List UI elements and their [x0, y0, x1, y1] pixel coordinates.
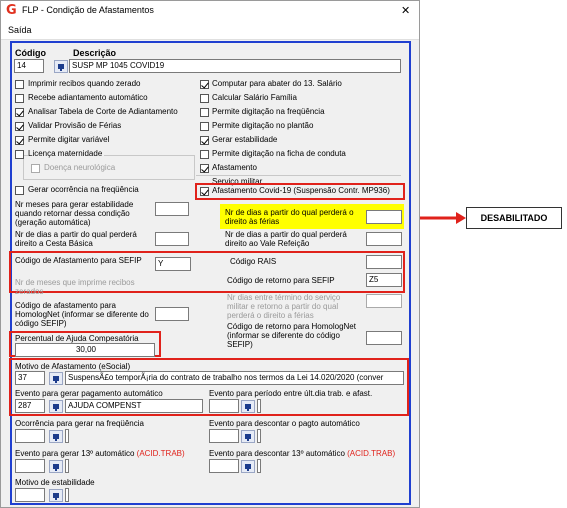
ajuda-label: Percentual de Ajuda Compesatória [15, 334, 139, 343]
evento-13-label [15, 449, 185, 458]
homolognet-input[interactable] [155, 307, 189, 321]
recebe-adiantamento-label: Recebe adiantamento automático [28, 93, 148, 102]
ferias-input[interactable] [366, 210, 402, 224]
menu-item-saida[interactable]: Saída [8, 25, 32, 35]
permite-variavel-label: Permite digitar variável [28, 135, 110, 144]
computar-13-label: Computar para abater do 13. Salário [212, 79, 342, 88]
digitacao-plantao-label: Permite digitação no plantão [212, 121, 314, 130]
covid-checkbox[interactable] [200, 187, 209, 196]
evento-descontar-text [257, 429, 261, 443]
licenca-label: Licença maternidade [28, 149, 103, 158]
gerar-ocorrencia-checkbox[interactable] [15, 186, 24, 195]
evento-13-search-icon[interactable] [49, 460, 63, 473]
motivo-text: SuspensÃ£o temporÃ¡ria do contrato de trabalho nos termos da Lei 14.020/2020 (conver [65, 371, 404, 385]
licenca-checkbox[interactable] [15, 150, 24, 159]
descricao-input[interactable]: SUSP MP 1045 COVID19 [69, 59, 401, 73]
evento-pagamento-text: AJUDA COMPENST [65, 399, 203, 413]
motivo-estab-search-icon[interactable] [49, 489, 63, 502]
permite-variavel-checkbox[interactable] [15, 136, 24, 145]
ocorrencia-text [65, 429, 69, 443]
analisar-tabela-checkbox[interactable] [15, 108, 24, 117]
evento-pagamento-code[interactable]: 287 [15, 399, 45, 413]
evento-13-code[interactable] [15, 459, 45, 473]
evento-periodo-text [257, 399, 261, 413]
computar-13-checkbox[interactable] [200, 80, 209, 89]
evento-pagamento-label: Evento para gerar pagamento automático [15, 389, 163, 398]
servico-militar-label: Serviço militar [212, 177, 263, 186]
evento-descontar-code[interactable] [209, 429, 239, 443]
codigo-label: Código [15, 48, 46, 58]
imprimir-recibos-label: Imprimir recibos quando zerado [28, 79, 141, 88]
evento-descontar-search-icon[interactable] [241, 430, 255, 443]
ficha-conduta-checkbox[interactable] [200, 150, 209, 159]
evento-desc-13-search-icon[interactable] [241, 460, 255, 473]
vale-refeicao-label: Nr de dias a partir do qual perderá direito ao Vale Refeição [225, 230, 347, 248]
covid-label: Afastamento Covid-19 (Suspensão Contr. MP936) [212, 186, 390, 195]
evento-desc-13-code[interactable] [209, 459, 239, 473]
evento-desc-13-tag: (ACID.TRAB) [347, 449, 396, 458]
dias-termino-input [366, 294, 402, 308]
window-title: FLP - Condição de Afastamentos [22, 5, 154, 15]
doenca-checkbox [31, 164, 40, 173]
homolognet-label: Código de afastamento para HomologNet (informar se diferente do código SEFIP) [15, 301, 149, 328]
salario-familia-checkbox[interactable] [200, 94, 209, 103]
evento-13-text: Evento para gerar 13º automático [15, 449, 135, 458]
digitacao-frequencia-checkbox[interactable] [200, 108, 209, 117]
afastamento-label: Afastamento [212, 163, 257, 172]
descricao-search-icon[interactable] [54, 60, 68, 73]
evento-13-tag: (ACID.TRAB) [136, 449, 185, 458]
sefip-input[interactable]: Y [155, 257, 191, 271]
imprimir-recibos-checkbox[interactable] [15, 80, 24, 89]
codigo-input[interactable]: 14 [14, 59, 44, 73]
estabilidade-label: Nr meses para gerar estabilidade quando retornar dessa condição (geração automática) [15, 200, 134, 227]
motivo-estab-text [65, 488, 69, 502]
motivo-label: Motivo de Afastamento (eSocial) [15, 362, 131, 371]
gerar-ocorrencia-label: Gerar ocorrência na freqüência [28, 185, 139, 194]
gerar-estabilidade-checkbox[interactable] [200, 136, 209, 145]
evento-periodo-search-icon[interactable] [241, 400, 255, 413]
homolognet-retorno-label: Código de retorno para HomologNet (informar se diferente do código SEFIP) [227, 322, 356, 349]
evento-13-text-field [65, 459, 69, 473]
evento-desc-13-text-field [257, 459, 261, 473]
rais-label: Código RAIS [230, 257, 277, 266]
motivo-estab-label: Motivo de estabilidade [15, 478, 95, 487]
gerar-estabilidade-label: Gerar estabilidade [212, 135, 278, 144]
evento-periodo-code[interactable] [209, 399, 239, 413]
estabilidade-input[interactable] [155, 202, 189, 216]
ocorrencia-search-icon[interactable] [49, 430, 63, 443]
motivo-code-input[interactable]: 37 [15, 371, 45, 385]
ferias-label: Nr de dias a partir do qual perderá o direito às férias [225, 208, 354, 226]
doenca-label: Doença neurológica [44, 163, 116, 172]
arrow-icon [416, 210, 466, 226]
validar-provisao-checkbox[interactable] [15, 122, 24, 131]
ocorrencia-code[interactable] [15, 429, 45, 443]
evento-pagamento-search-icon[interactable] [49, 400, 63, 413]
evento-periodo-label: Evento para período entre últ.dia trab. e afast. [209, 389, 373, 398]
retorno-sefip-label: Código de retorno para SEFIP [227, 276, 335, 285]
evento-descontar-label: Evento para descontar o pagto automático [209, 419, 360, 428]
homolognet-retorno-input[interactable] [366, 331, 402, 345]
menu-bar [1, 21, 419, 40]
rais-input[interactable] [366, 255, 402, 269]
ajuda-input[interactable]: 30,00 [15, 343, 155, 357]
close-icon[interactable]: ✕ [401, 4, 411, 17]
digitacao-frequencia-label: Permite digitação na freqüência [212, 107, 325, 116]
dias-termino-label: Nr dias entre término do serviço militar e retorno a partir do qual perderá o direito a férias [227, 293, 341, 320]
cesta-basica-label: Nr de dias a partir do qual perderá direito a Cesta Básica [15, 230, 137, 248]
separator [196, 175, 401, 176]
desabilitado-callout: DESABILITADO [466, 207, 562, 229]
sefip-label: Código de Afastamento para SEFIP [15, 256, 142, 265]
evento-desc-13-text: Evento para descontar 13º automático [209, 449, 345, 458]
descricao-label: Descrição [73, 48, 117, 58]
salario-familia-label: Calcular Salário Família [212, 93, 297, 102]
vale-refeicao-input[interactable] [366, 232, 402, 246]
analisar-tabela-label: Analisar Tabela de Corte de Adiantamento [28, 107, 178, 116]
digitacao-plantao-checkbox[interactable] [200, 122, 209, 131]
ficha-conduta-label: Permite digitação na ficha de conduta [212, 149, 346, 158]
app-icon: G [6, 3, 17, 18]
meses-recibos-label: Nr de meses que imprime recibos zerados [15, 278, 135, 296]
ocorrencia-label: Ocorrência para gerar na freqüência [15, 419, 144, 428]
evento-desc-13-label [209, 449, 395, 458]
retorno-sefip-input[interactable]: Z5 [366, 273, 402, 287]
arrow-head [456, 212, 466, 224]
cesta-basica-input[interactable] [155, 232, 189, 246]
afastamento-checkbox[interactable] [200, 164, 209, 173]
motivo-search-icon[interactable] [49, 372, 63, 385]
recebe-adiantamento-checkbox[interactable] [15, 94, 24, 103]
motivo-estab-code[interactable] [15, 488, 45, 502]
validar-provisao-label: Validar Provisão de Férias [28, 121, 122, 130]
